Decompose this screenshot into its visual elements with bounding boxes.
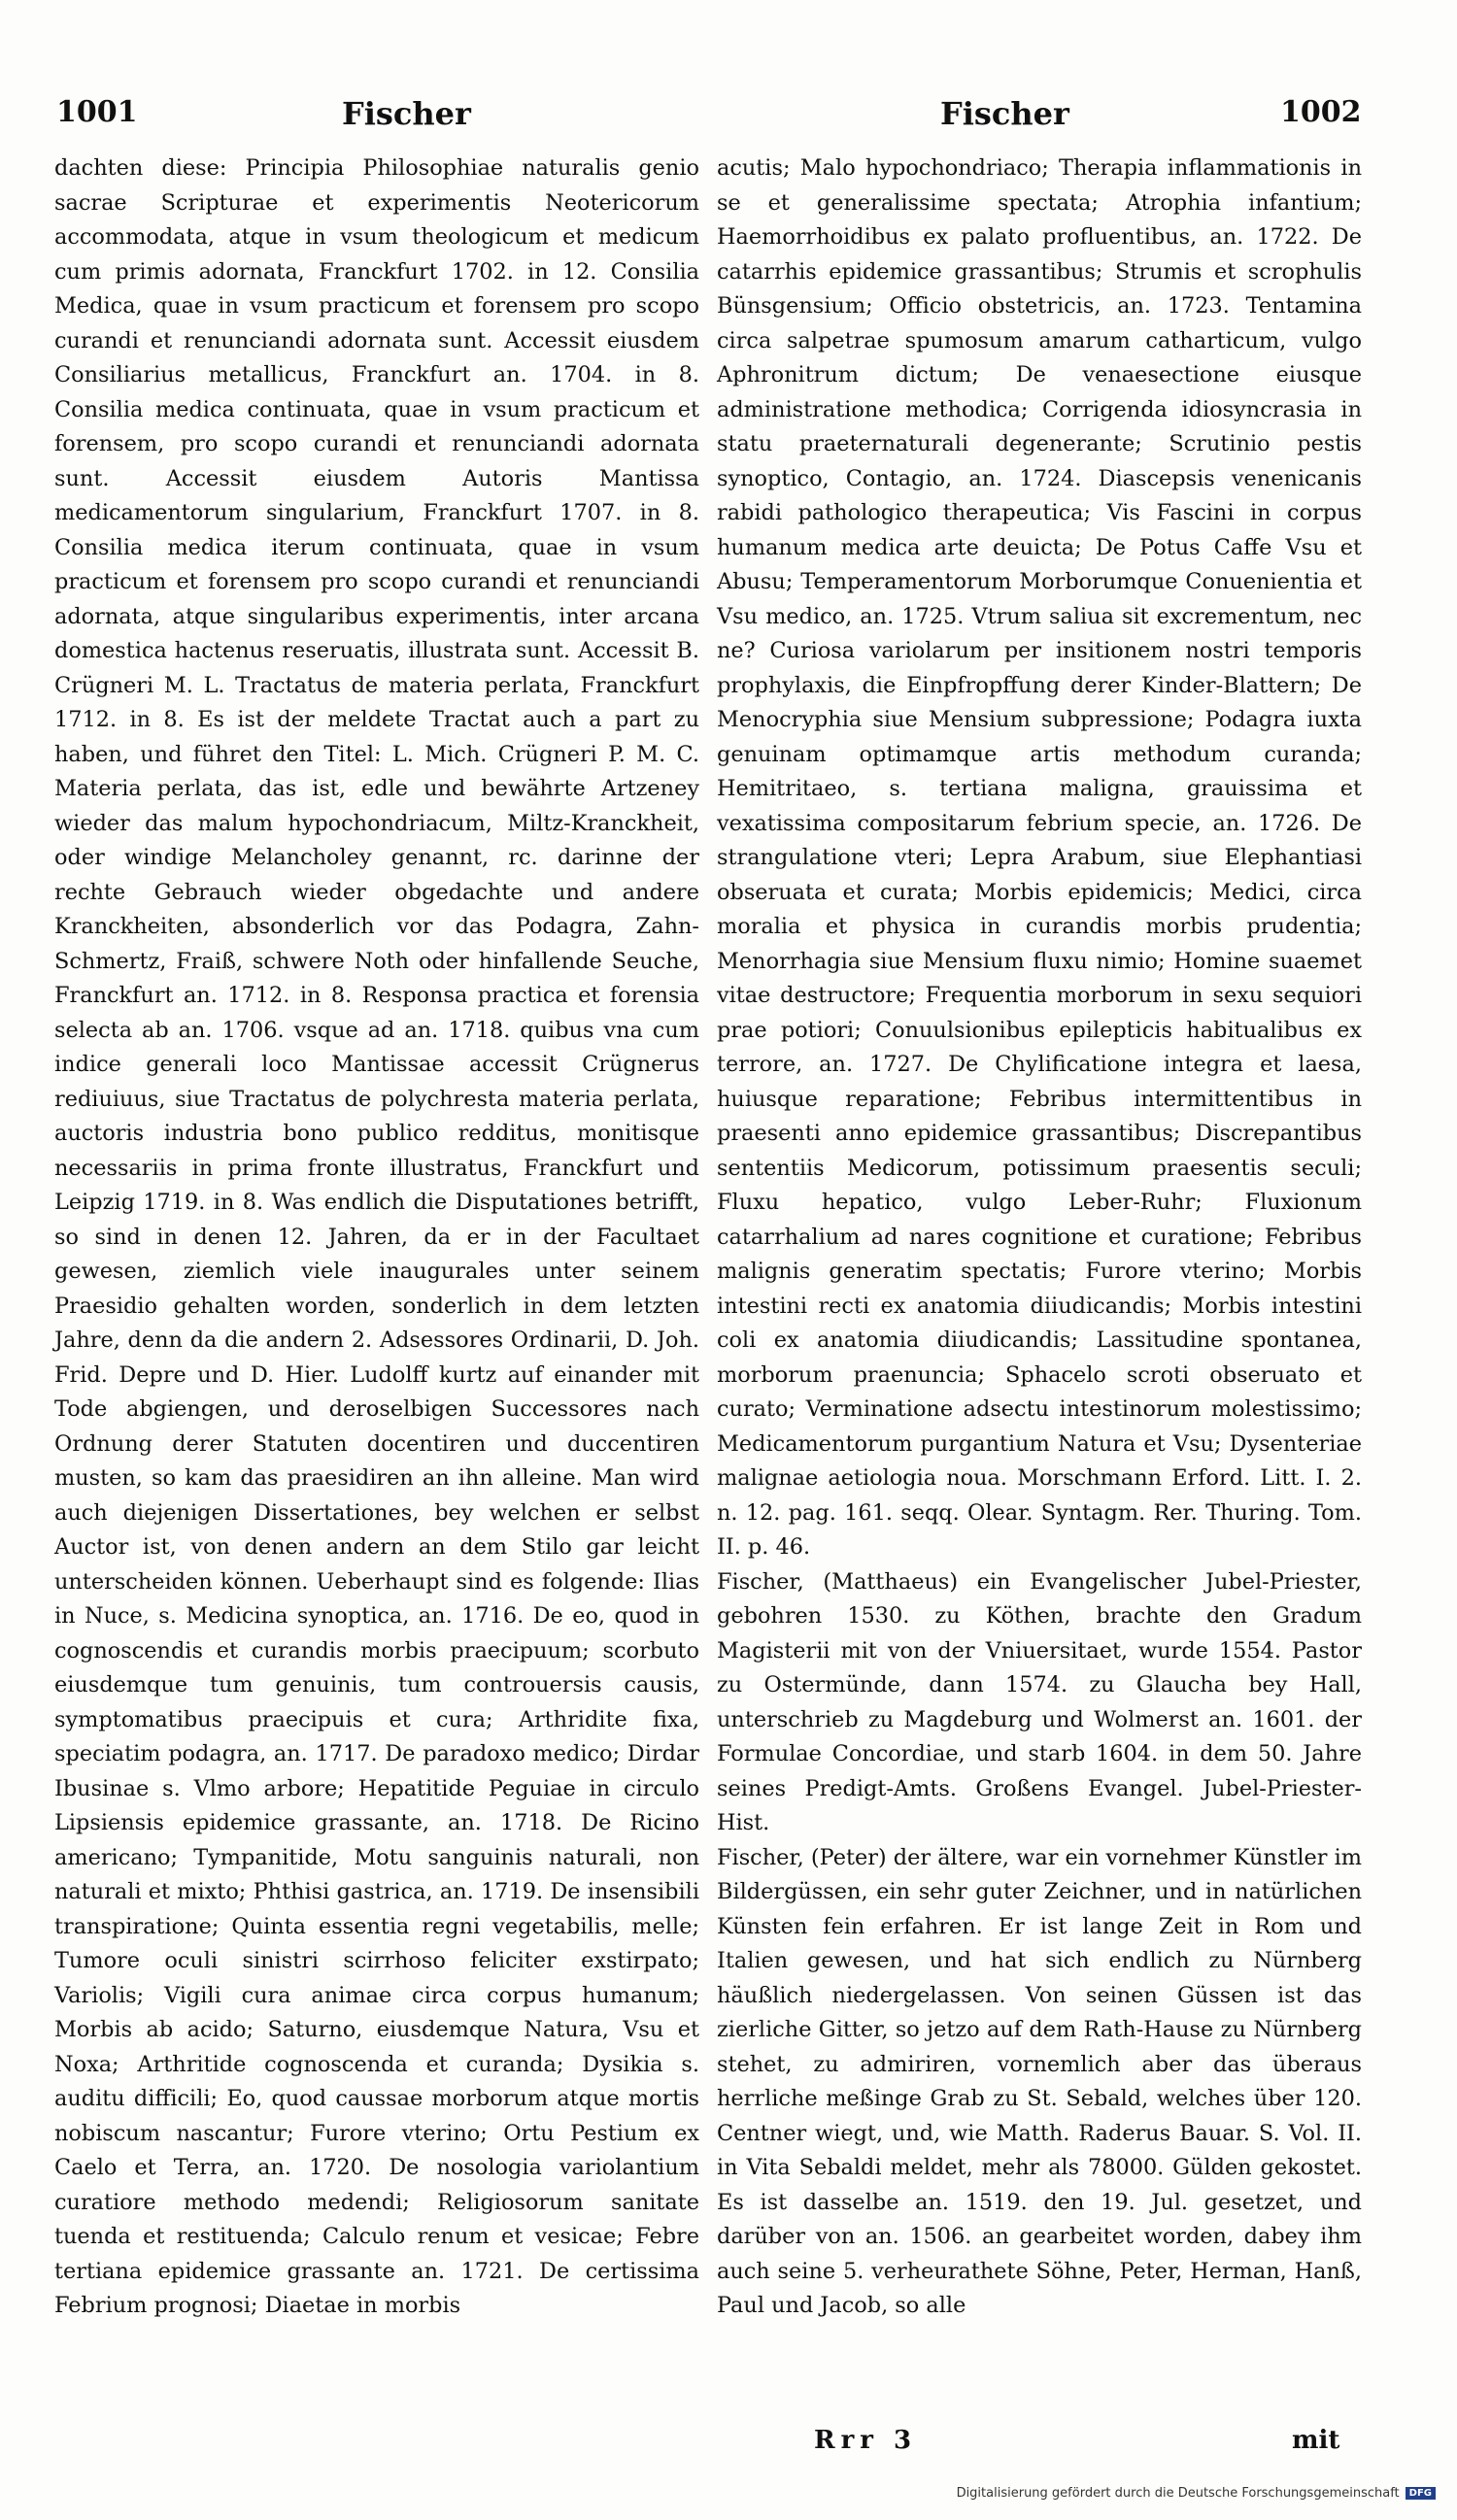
page-number-left: 1001 xyxy=(56,95,138,129)
running-head-left: Fischer xyxy=(342,95,471,132)
signature-mark: Rrr 3 xyxy=(814,2426,918,2455)
catchword: mit xyxy=(1292,2426,1340,2455)
page-number-right: 1002 xyxy=(1280,95,1362,129)
paragraph: acutis; Malo hypochondriaco; Therapia inflammationis in se et generalissime spectata; Atrophia infantium; Haemorrhoidibus ex palato profluentibus, an. 1722. De catarrhis epidemice grassantibus; Strumis et scrophulis Bünsgensium; Officio obstetricis, an. 1723. Tentamina circa salpetrae spumosum amarum catharticum, vulgo Aphronitrum dictum; De venaesectione eiusque administratione methodica; Corrigenda idiosyncrasia in statu praeternaturali degenerante; Scrutinio pestis synoptico, Contagio, an. 1724. Diascepsis venenicanis rabidi pathologico therapeutica; Vis Fascini in corpus humanum medica arte deuicta; De Potus Caffe Vsu et Abusu; Temperamentorum Morborumque Conuenientia et Vsu medico, an. 1725. Vtrum saliua sit excrementum, nec ne? Curiosa variolarum per insitionem nostri temporis prophylaxis, die Einpfropffung derer Kinder-Blattern; De Menocryphia siue Mensium subpressione; Podagra iuxta genuinam optimamque artis methodum curanda; Hemitritaeo, s. tertiana maligna, grauissima et vexatissima compositarum febrium specie, an. 1726. De strangulatione vteri; Lepra Arabum, siue Elephantiasi obseruata et curata; Morbis epidemicis; Medici, circa moralia et physica in curandis morbis prudentia; Menorrhagia siue Mensium fluxu nimio; Homine suaemet vitae destructore; Frequentia morborum in sexu sequiori prae potiori; Conuulsionibus epilepticis habitualibus ex terrore, an. 1727. De Chylificatione integra et laesa, huiusque reparatione; Febribus intermittentibus in praesenti anno epidemice grassantibus; Discrepantibus sententiis Medicorum, potissimum praesentis seculi; Fluxu hepatico, vulgo Leber-Ruhr; Fluxionum catarrhalium ad nares cognitione et curatione; Febribus malignis generatim spectatis; Furore vterino; Morbis intestini recti ex anatomia diiudicandis; Morbis intestini coli ex anatomia diiudicandis; Lassitudine spontanea, morborum praenuncia; Sphacelo scroti obseruato et curato; Verminatione adsectu intestinorum molestissimo; Medicamentorum purgantium Natura et Vsu; Dysenteriae malignae aetiologia noua. Morschmann Erford. Litt. I. 2. n. 12. pag. 161. seqq. Olear. Syntagm. Rer. Thuring. Tom. II. p. 46. xyxy=(717,155,1362,1560)
digitization-note: Digitalisierung gefördert durch die Deutsche Forschungsgemeinschaft xyxy=(956,2486,1400,2501)
entry-fischer-peter: Fischer, (Peter) der ältere, war ein vornehmer Künstler im Bildergüssen, ein sehr guter Zeichner, und in natürlichen Künsten fein erfahren. Er ist lange Zeit in Rom und Italien gewesen, und hat sich endlich zu Nürnberg häußlich niedergelassen. Von seinen Güssen ist das zierliche Gitter, so jetzo auf dem Rath-Hause zu Nürnberg stehet, zu admiriren, vornemlich aber das überaus herrliche meßinge Grab zu St. Sebald, welches über 120. Centner wiegt, und, wie Matth. Raderus Bauar. S. Vol. II. in Vita Sebaldi meldet, mehr als 78000. Gülden gekostet. Es ist dasselbe an. 1519. den 19. Jul. gesetzet, und darüber von an. 1506. an gearbeitet worden, dabey ihm auch seine 5. verheurathete Söhne, Peter, Herman, Hanß, Paul und Jacob, so alle xyxy=(717,1844,1362,2318)
digitization-credit xyxy=(957,2486,1436,2501)
entry-fischer-matthaeus: Fischer, (Matthaeus) ein Evangelischer Jubel-Priester, gebohren 1530. zu Köthen, brachte den Gradum Magisterii mit von der Vniuersitaet, wurde 1554. Pastor zu Ostermünde, dann 1574. zu Glaucha bey Hall, unterschrieb zu Magdeburg und Wolmerst an. 1601. der Formulae Concordiae, und starb 1604. in dem 50. Jahre seines Predigt-Amts. Großens Evangel. Jubel-Priester-Hist. xyxy=(717,1568,1362,1835)
paragraph: dachten diese: Principia Philosophiae naturalis genio sacrae Scripturae et experimentis Neotericorum accommodata, atque in vsum theologicum et medicum cum primis adornata, Franckfurt 1702. in 12. Consilia Medica, quae in vsum practicum et forensem pro scopo curandi et renunciandi adornata sunt. Accessit eiusdem Consiliarius metallicus, Franckfurt an. 1704. in 8. Consilia medica continuata, quae in vsum practicum et forensem, pro scopo curandi et renunciandi adornata sunt. Accessit eiusdem Autoris Mantissa medicamentorum singularium, Franckfurt 1707. in 8. Consilia medica iterum continuata, quae in vsum practicum et forensem pro scopo curandi et renunciandi adornata, atque singularibus experimentis, inter arcana domestica hactenus reseruatis, illustrata sunt. Accessit B. Crügneri M. L. Tractatus de materia perlata, Franckfurt 1712. in 8. Es ist der meldete Tractat auch a part zu haben, und führet den Titel: L. Mich. Crügneri P. M. C. Materia perlata, das ist, edle und bewährte Artzeney wieder das malum hypochondriacum, Miltz-Kranckheit, oder windige Melancholey genannt, rc. darinne der rechte Gebrauch wieder obgedachte und andere Kranckheiten, absonderlich vor das Podagra, Zahn-Schmertz, Fraiß, schwere Noth oder hinfallende Seuche, Franckfurt an. 1712. in 8. Responsa practica et forensia selecta ab an. 1706. vsque ad an. 1718. quibus vna cum indice generali loco Mantissae accessit Crügnerus rediuiuus, siue Tractatus de polychresta materia perlata, auctoris industria bono publico redditus, monitisque necessariis in prima fronte illustratus, Franckfurt und Leipzig 1719. in 8. Was endlich die Disputationes betrifft, so sind in denen 12. Jahren, da er in der Facultaet gewesen, ziemlich viele inaugurales unter seinem Praesidio gehalten worden, sonderlich in dem letzten Jahre, denn da die andern 2. Adsessores Ordinarii, D. Joh. Frid. Depre und D. Hier. Ludolff kurtz auf einander mit Tode abgiengen, und deroselbigen Successores nach Ordnung derer Statuten docentiren und duccentiren musten, so kam das praesidiren an ihn alleine. Man wird auch diejenigen Dissertationes, bey welchen er selbst Auctor ist, von denen andern an dem Stilo gar leicht unterscheiden können. Ueberhaupt sind es folgende: Ilias in Nuce, s. Medicina synoptica, an. 1716. De eo, quod in cognoscendis et curandis morbis praecipuum; scorbuto eiusdemque tum genuinis, tum controuersis causis, symptomatibus praecipuis et cura; Arthridite fixa, speciatim podagra, an. 1717. De paradoxo medico; Dirdar Ibusinae s. Vlmo arbore; Hepatitide Peguiae in circulo Lipsiensis epidemice grassante, an. 1718. De Ricino americano; Tympanitide, Motu sanguinis naturali, non naturali et mixto; Phthisi gastrica, an. 1719. De insensibili transpiratione; Quinta essentia regni vegetabilis, melle; Tumore oculi sinistri scirrhoso feliciter exstirpato; Variolis; Vigili cura animae circa corpus humanum; Morbis ab acido; Saturno, eiusdemque Natura, Vsu et Noxa; Arthritide cognoscenda et curanda; Dysikia s. auditu difficili; Eo, quod caussae morborum atque mortis nobiscum nascantur; Furore vterino; Ortu Pestium ex Caelo et Terra, an. 1720. De nosologia variolantium curatiore methodo medendi; Religiosorum sanitate tuenda et restituenda; Calculo renum et vesicae; Febre tertiana epidemice grassante an. 1721. De certissima Febrium prognosi; Diaetae in morbis xyxy=(54,155,699,2318)
running-head-right: Fischer xyxy=(940,95,1069,132)
right-column xyxy=(717,151,1362,2324)
dfg-logo-icon: DFG xyxy=(1406,2487,1436,2500)
left-column xyxy=(54,151,699,2324)
